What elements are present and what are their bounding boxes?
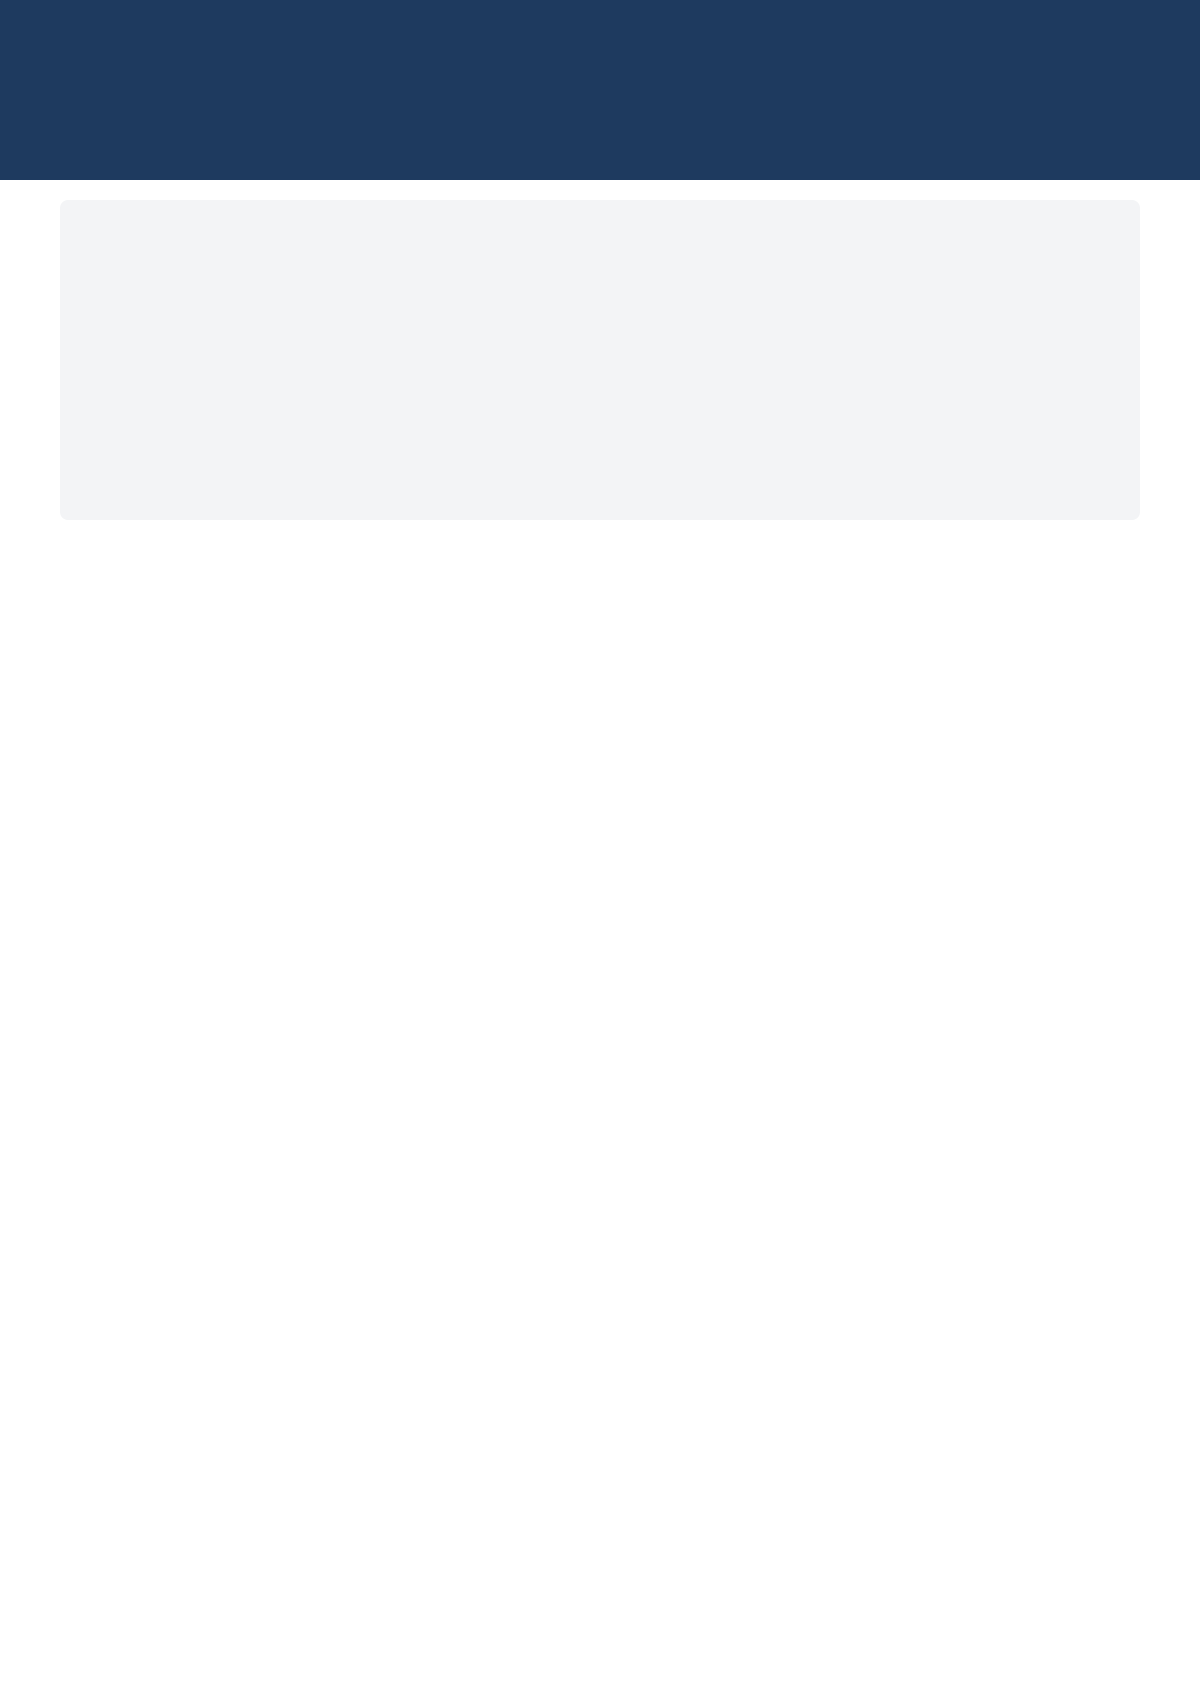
summary-panel — [60, 200, 1140, 520]
certificate-header — [0, 0, 1200, 180]
